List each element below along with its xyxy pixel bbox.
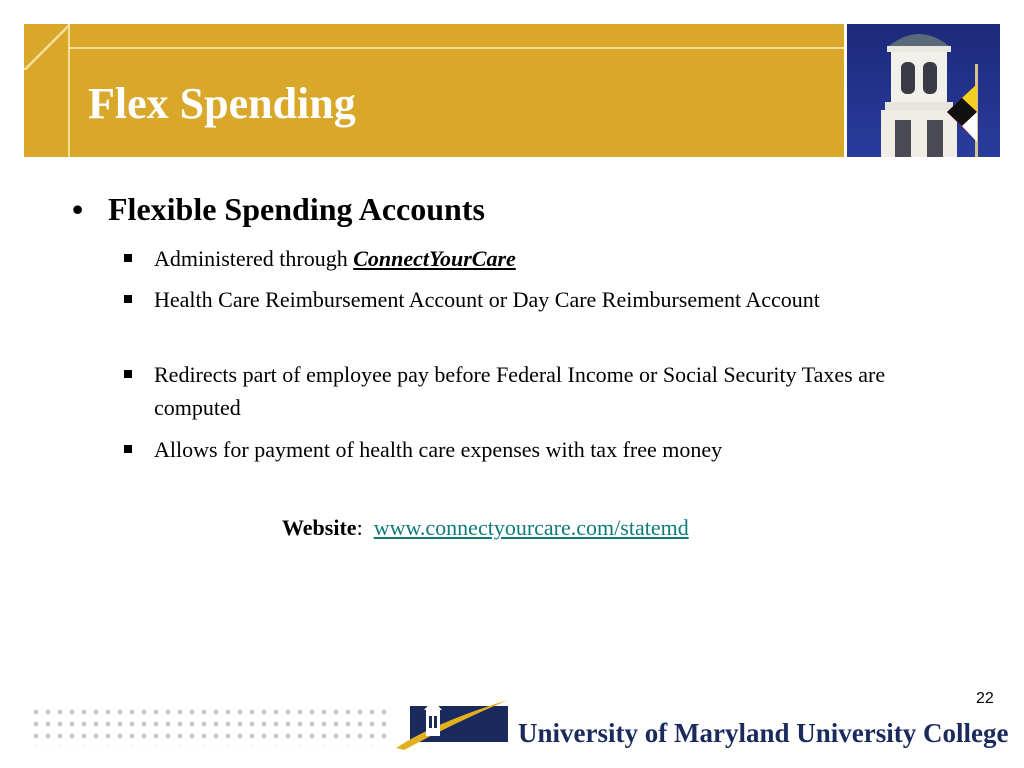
- main-bullet-text: Flexible Spending Accounts: [108, 191, 485, 227]
- sub-bullet-text: Redirects part of employee pay before Federal Income or Social Security Taxes are computed: [154, 362, 886, 420]
- page-number: 22: [976, 690, 994, 707]
- sub-bullet-text: Allows for payment of health care expenses with tax free money: [154, 437, 723, 462]
- square-bullet-icon: [124, 254, 132, 262]
- institution-name: University of Maryland University College: [518, 718, 1009, 748]
- website-line: [282, 515, 689, 541]
- sub-bullet-text: Health Care Reimbursement Account or Day Care Reimbursement Account: [154, 287, 820, 312]
- sub-bullet-text: Administered through: [154, 246, 354, 271]
- square-bullet-icon: [124, 445, 132, 453]
- header-decor-line: [68, 47, 844, 49]
- square-bullet-icon: [124, 295, 132, 303]
- square-bullet-icon: [124, 370, 132, 378]
- header-decor-line: [24, 24, 70, 70]
- bullet-dot-icon: •: [72, 191, 84, 227]
- website-link[interactable]: www.connectyourcare.com/statemd: [373, 515, 689, 540]
- dot-pattern: [30, 706, 390, 746]
- umuc-logo-icon: [396, 692, 511, 752]
- cupola-flag-photo: [847, 24, 1000, 157]
- slide-title: Flex Spending: [88, 79, 356, 128]
- connectyourcare-emphasis: ConnectYourCare: [353, 246, 516, 271]
- website-colon: :: [356, 515, 363, 540]
- website-label: Website: [282, 515, 357, 540]
